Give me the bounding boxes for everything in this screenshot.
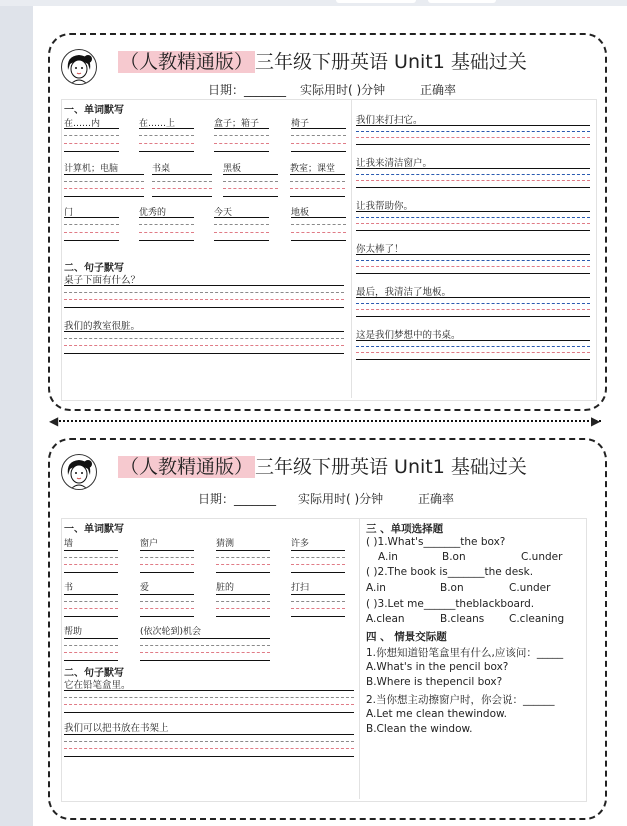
word-prompt: 猜测 [216,539,235,549]
guide-line [139,135,194,136]
answer-line[interactable] [356,273,590,274]
answer-line[interactable] [140,616,194,617]
word-prompt: 书桌 [152,164,171,174]
time-label: 实际用时( )分钟 [300,83,386,97]
word-prompt: 盒子；箱子 [214,119,260,129]
guide-line [291,143,346,144]
guide-line [356,174,590,175]
word-prompt: 教室；课堂 [290,164,336,174]
answer-line[interactable] [64,196,144,197]
sentence-prompt: 桌子下面有什么？ [64,275,141,286]
answer-line[interactable] [291,217,346,218]
guide-line [291,557,345,558]
word-prompt: 墙 [64,539,74,549]
guide-line [64,704,354,705]
guide-line [216,601,270,602]
answer-line[interactable] [291,594,345,595]
guide-line [356,131,590,132]
answer-line[interactable] [291,240,346,241]
cut-line [55,420,601,422]
answer-line[interactable] [140,572,194,573]
answer-line[interactable] [152,196,212,197]
answer-line[interactable] [64,616,118,617]
answer-line[interactable] [290,174,345,175]
answer-line[interactable] [64,734,354,735]
guide-line [356,352,590,353]
sentence-prompt: 我们来打扫它。 [356,115,423,126]
guide-line [291,232,346,233]
guide-line [64,135,119,136]
word-prompt: 脏的 [216,583,235,593]
guide-line [140,601,194,602]
answer-line[interactable] [291,572,345,573]
answer-line[interactable] [356,168,590,169]
mc-option[interactable]: C.under [509,582,551,594]
guide-line [214,143,269,144]
guide-line [139,232,194,233]
guide-line [64,299,344,300]
answer-line[interactable] [139,217,194,218]
answer-line[interactable] [139,128,194,129]
sentence-prompt: 让我来清洁窗户。 [356,158,433,169]
worksheet-card-1 [48,33,607,411]
answer-line[interactable] [64,174,144,175]
guide-line [140,652,270,653]
answer-line[interactable] [216,550,270,551]
answer-line[interactable] [214,240,269,241]
word-prompt: 窗户 [140,539,159,549]
answer-line[interactable] [64,572,118,573]
sentence-prompt: 最后，我清洁了地板。 [356,287,452,298]
answer-line[interactable] [216,572,270,573]
guide-line [64,181,144,182]
mc-option[interactable]: A.in [366,582,386,594]
answer-line[interactable] [64,353,344,354]
guide-line [139,143,194,144]
guide-line [356,266,590,267]
toolbar-button-secondary[interactable] [428,0,496,3]
mc-option[interactable]: C.under [521,551,563,563]
answer-line[interactable] [356,230,590,231]
word-prompt: 优秀的 [139,208,167,218]
guide-line [64,741,354,742]
answer-line[interactable] [216,594,270,595]
word-prompt: 爱 [140,583,150,593]
guide-line [64,345,344,346]
guide-line [291,135,346,136]
answer-line[interactable] [64,307,344,308]
guide-line [214,135,269,136]
section-multiple-choice: 三 、单项选择题 [366,523,444,535]
time-label: 实际用时( )分钟 [298,492,384,506]
guide-line [64,188,144,189]
answer-line[interactable] [291,151,346,152]
answer-line[interactable] [356,144,590,145]
situational-question: 1.你想知道铅笔盒里有什么,应该问：_____ [366,647,564,659]
sentence-prompt: 我们可以把书放在书架上 [64,723,169,734]
toolbar-button[interactable] [336,0,416,3]
section-word-dictation: 一、单词默写 [64,524,124,535]
guide-line [291,224,346,225]
answer-line[interactable] [356,187,590,188]
answer-line[interactable] [223,196,278,197]
word-prompt: 在……内 [64,119,101,129]
answer-line[interactable] [140,594,194,595]
guide-line [64,557,118,558]
answer-line[interactable] [214,217,269,218]
answer-line[interactable] [64,217,119,218]
answer-line[interactable] [64,712,354,713]
answer-line[interactable] [214,128,269,129]
mc-option[interactable]: B.on [442,551,466,563]
guide-line [64,292,344,293]
answer-line[interactable] [64,660,118,661]
sentence-prompt: 它在铅笔盒里。 [64,680,131,691]
word-prompt: 今天 [214,208,233,218]
guide-line [356,346,590,347]
answer-line[interactable] [139,151,194,152]
situational-option[interactable]: B.Clean the window. [366,723,473,735]
guide-line [64,645,118,646]
answer-line[interactable] [223,174,278,175]
column-divider [351,100,352,398]
guide-line [356,223,590,224]
girl-avatar-icon [61,454,97,490]
word-prompt: (依次轮到)机会 [140,627,202,637]
answer-line[interactable] [356,316,590,317]
guide-line [216,557,270,558]
sentence-prompt: 我们的教室很脏。 [64,321,141,332]
word-prompt: 计算机；电脑 [64,164,119,174]
answer-line[interactable] [64,128,119,129]
guide-line [64,697,354,698]
date-label: 日期：_______ [208,83,287,97]
guide-line [356,303,590,304]
arrow-right-icon: ▶ [591,414,601,428]
answer-line[interactable] [216,616,270,617]
word-prompt: 帮助 [64,627,83,637]
guide-line [64,564,118,565]
word-prompt: 书 [64,583,74,593]
section-situational: 四 、 情景交际题 [366,631,447,643]
guide-line [214,232,269,233]
answer-line[interactable] [214,151,269,152]
guide-line [223,188,278,189]
situational-question: 2.当你想主动擦窗户时，你会说：______ [366,694,555,706]
answer-line[interactable] [291,616,345,617]
answer-line[interactable] [356,125,590,126]
answer-line[interactable] [64,690,354,691]
worksheet-title: （人教精通版） 三年级下册英语 Unit1 基础过关 [120,456,527,478]
guide-line [216,608,270,609]
situational-option[interactable]: A.Let me clean thewindow. [366,708,507,720]
guide-line [64,652,118,653]
guide-line [64,143,119,144]
guide-line [356,309,590,310]
answer-line[interactable] [356,254,590,255]
guide-line [140,608,194,609]
guide-line [140,564,194,565]
answer-line[interactable] [152,174,212,175]
answer-line[interactable] [64,638,118,639]
situational-option[interactable]: A.What's in the pencil box? [366,661,509,673]
answer-line[interactable] [356,211,590,212]
word-prompt: 黑板 [223,164,242,174]
guide-line [64,338,344,339]
document-page [33,6,627,826]
guide-line [216,564,270,565]
arrow-left-icon: ◀ [49,414,59,428]
answer-line[interactable] [291,550,345,551]
guide-line [291,564,345,565]
guide-line [64,224,119,225]
answer-line[interactable] [290,196,345,197]
mc-question: ( )1.What's_______the box? [366,536,506,548]
answer-line[interactable] [64,594,118,595]
guide-line [290,188,345,189]
sentence-prompt: 让我帮助你。 [356,201,414,212]
guide-line [152,188,212,189]
answer-line[interactable] [291,128,346,129]
word-prompt: 打扫 [291,583,310,593]
guide-line [140,645,270,646]
section-word-dictation: 一、单词默写 [64,105,124,116]
answer-line[interactable] [64,331,344,332]
mc-option[interactable]: B.on [440,582,464,594]
answer-line[interactable] [140,550,194,551]
word-prompt: 门 [64,208,74,218]
guide-line [139,224,194,225]
accuracy-label: 正确率 [420,83,457,97]
guide-line [291,601,345,602]
guide-line [214,224,269,225]
sentence-prompt: 这是我们梦想中的书桌。 [356,330,461,341]
guide-line [356,217,590,218]
section-sentence-dictation: 二、句子默写 [64,263,124,274]
answer-line[interactable] [140,638,270,639]
guide-line [64,232,119,233]
worksheet-title: （人教精通版） 三年级下册英语 Unit1 基础过关 [120,51,527,73]
section-sentence-dictation: 二、句子默写 [64,668,124,679]
situational-option[interactable]: B.Where is thepencil box? [366,676,503,688]
guide-line [356,260,590,261]
answer-line[interactable] [64,240,119,241]
answer-line[interactable] [356,340,590,341]
word-prompt: 许多 [291,539,310,549]
mc-option[interactable]: C.cleaning [509,613,565,625]
word-prompt: 地板 [291,208,310,218]
answer-line[interactable] [64,756,354,757]
answer-line[interactable] [356,297,590,298]
answer-line[interactable] [140,660,270,661]
column-divider [359,519,360,799]
guide-line [290,181,345,182]
worksheet-card-2 [48,438,607,820]
guide-line [140,557,194,558]
guide-line [64,608,118,609]
mc-question: ( )3.Let me______theblackboard. [366,598,535,610]
answer-line[interactable] [64,151,119,152]
answer-line[interactable] [139,240,194,241]
guide-line [64,748,354,749]
guide-line [356,137,590,138]
word-prompt: 椅子 [291,119,310,129]
mc-option[interactable]: A.clean [366,613,405,625]
sentence-prompt: 你太棒了！ [356,244,404,255]
mc-option[interactable]: B.cleans [440,613,485,625]
girl-avatar-icon [61,49,97,85]
guide-line [223,181,278,182]
answer-line[interactable] [64,550,118,551]
date-label: 日期：_______ [198,492,277,506]
mc-option[interactable]: A.in [378,551,398,563]
word-prompt: 在……上 [139,119,176,129]
guide-line [64,601,118,602]
guide-line [356,180,590,181]
answer-line[interactable] [64,285,344,286]
guide-line [291,608,345,609]
guide-line [152,181,212,182]
answer-line[interactable] [356,359,590,360]
accuracy-label: 正确率 [418,492,455,506]
mc-question: ( )2.The book is_______the desk. [366,566,534,578]
